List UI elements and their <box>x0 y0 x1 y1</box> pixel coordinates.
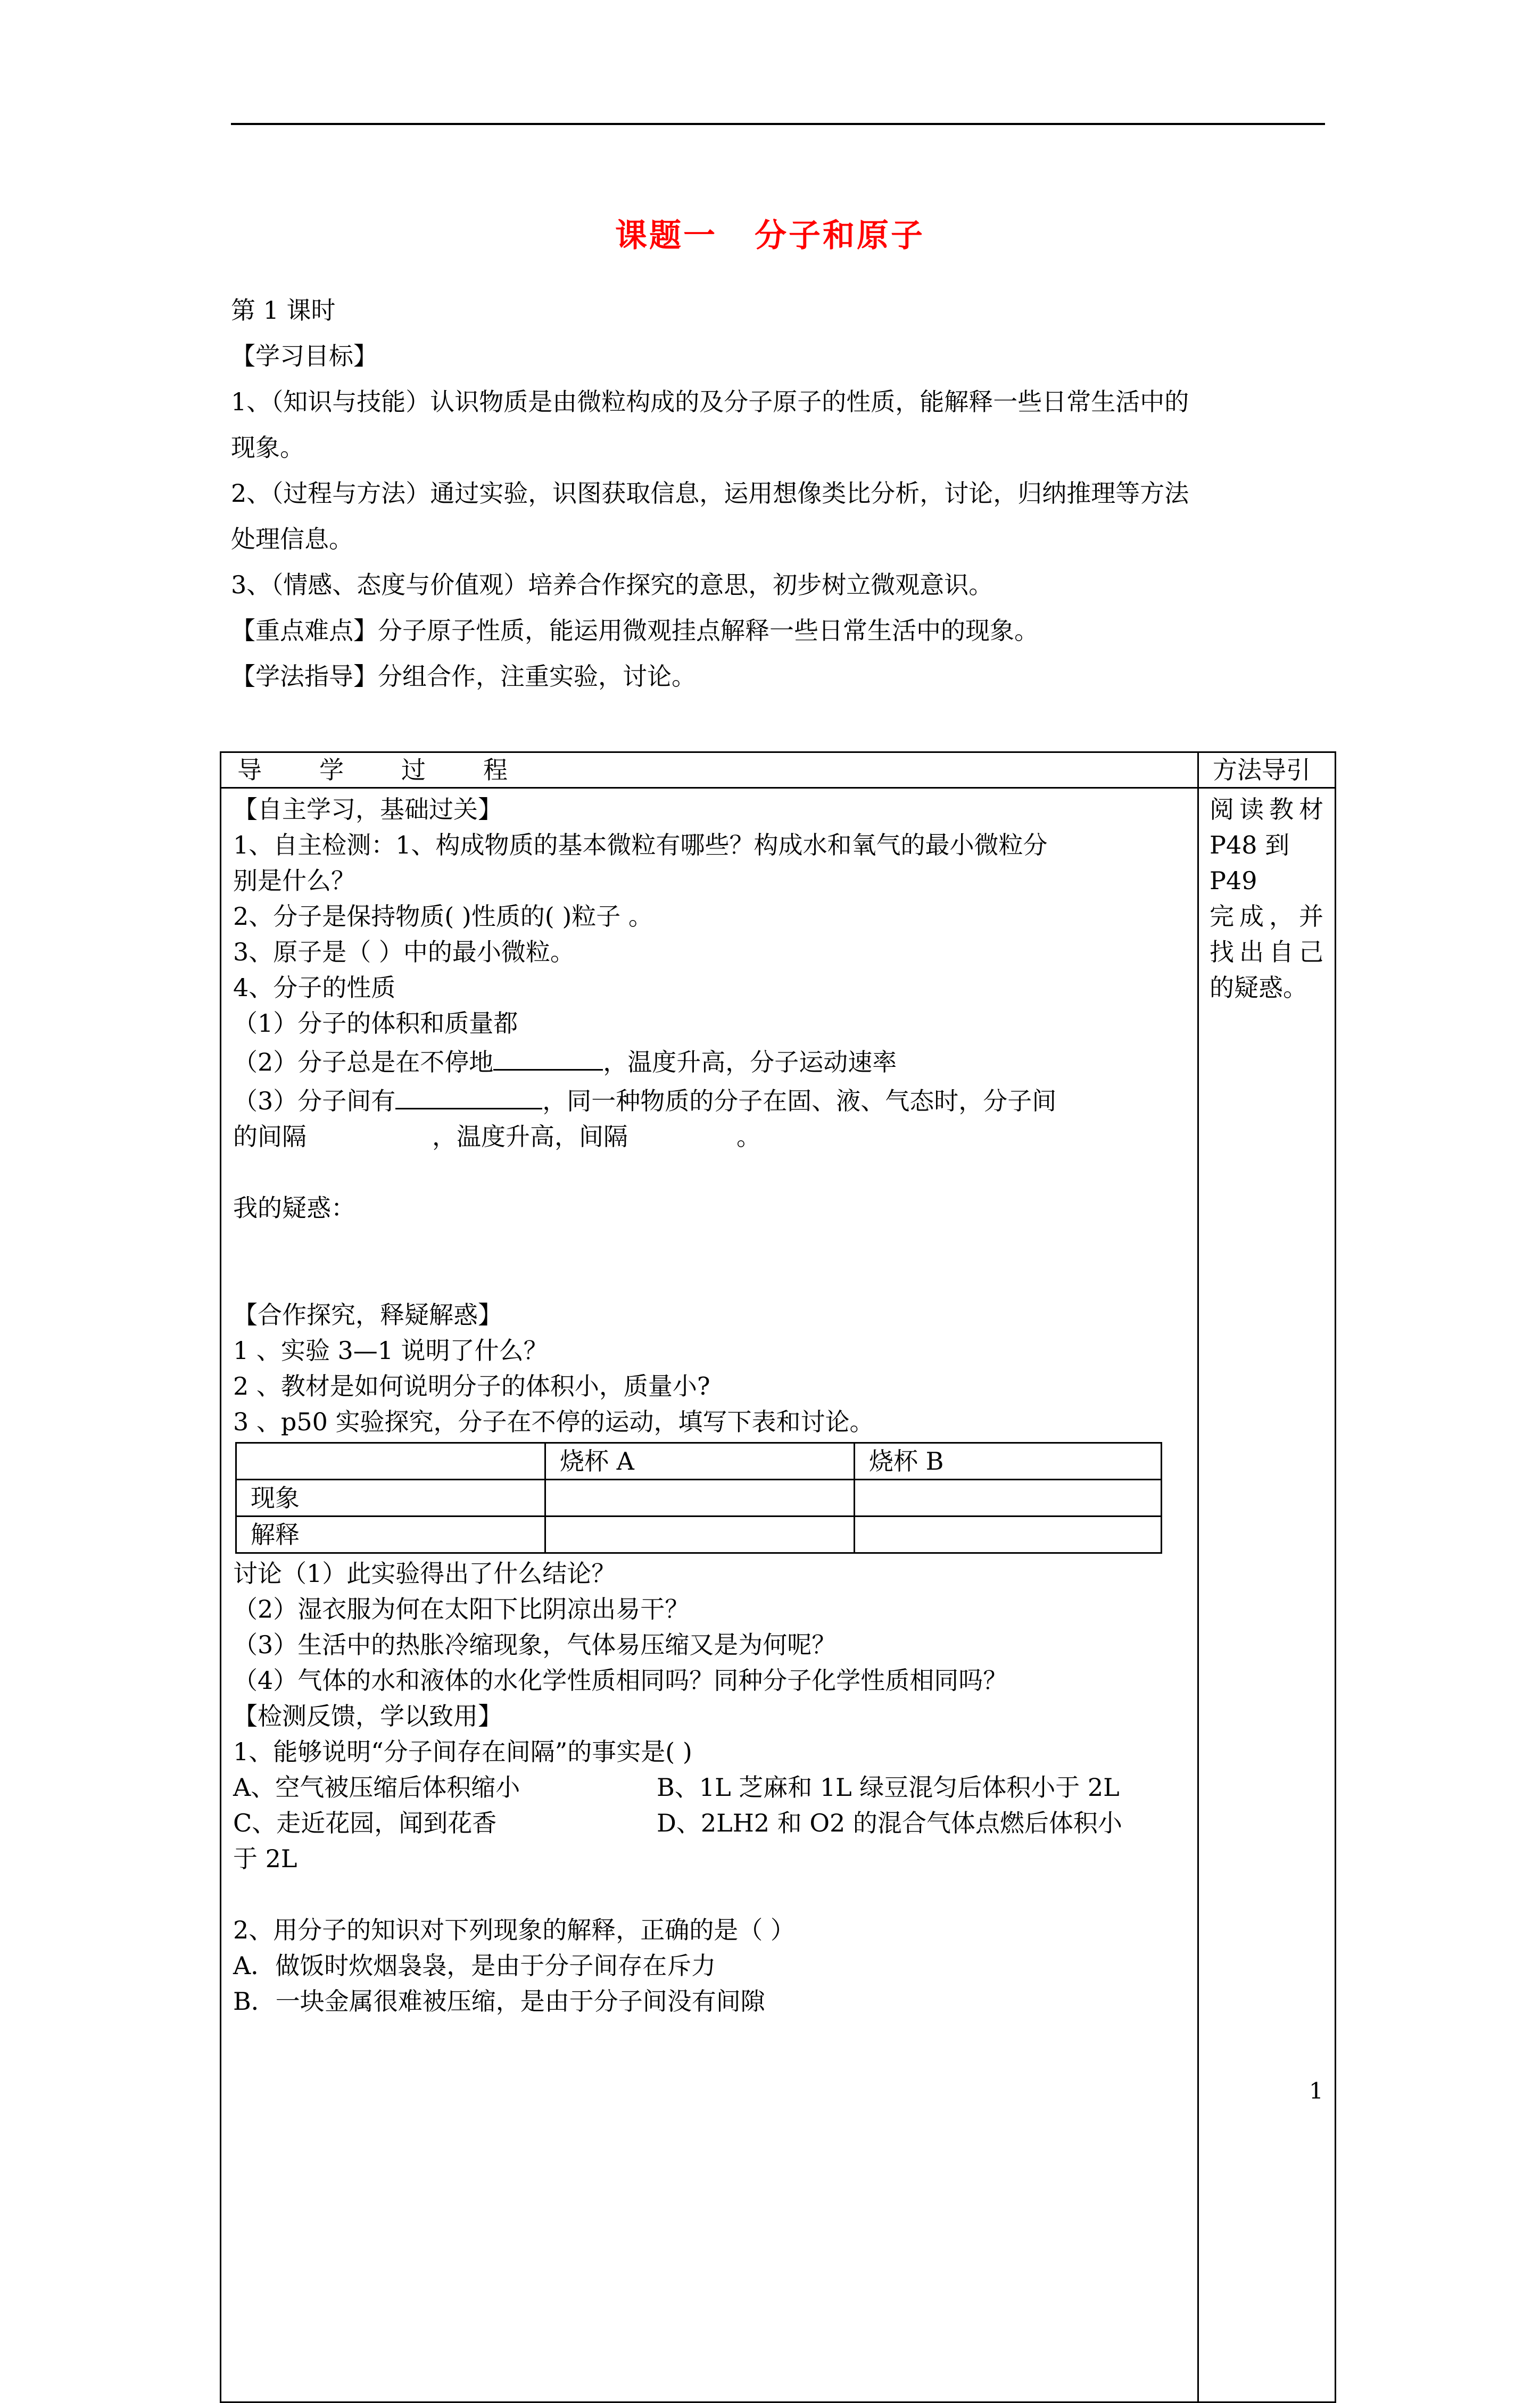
self-study-q3: 3、原子是（ ）中的最小微粒。 <box>233 938 575 966</box>
coop-q1: 1 、实验 3—1 说明了什么？ <box>233 1336 548 1365</box>
table-cell: 烧杯 A <box>545 1443 855 1480</box>
option-a: A、空气被压缩后体积缩小 <box>233 1773 520 1802</box>
guide-table <box>220 751 1336 2403</box>
title-part1: 课题一 <box>615 217 717 254</box>
discussion-3: （3）生活中的热胀冷缩现象，气体易压缩又是为何呢？ <box>233 1630 837 1659</box>
title-part2: 分子和原子 <box>755 217 925 254</box>
self-study-q4-3: （3）分子间有 ，同一种物质的分子在固、液、气态时，分子间 <box>233 1080 1186 1119</box>
feedback-q2-option-b: B．一块金属很难被压缩，是由于分子间没有间隙 <box>233 1987 765 2016</box>
guide-line: 阅读教材 <box>1210 795 1329 824</box>
objectives-heading: 【学习目标】 <box>231 342 378 370</box>
coop-heading: 【合作探究，释疑解惑】 <box>233 1300 502 1329</box>
discussion-1: 讨论（1）此实验得出了什么结论？ <box>233 1559 616 1588</box>
feedback-q1-options-row2 <box>233 1805 1186 1841</box>
beaker-table <box>235 1442 1162 1554</box>
table-row <box>236 1443 1162 1480</box>
table-cell: 烧杯 B <box>855 1443 1162 1480</box>
feedback-q2-option-a: A．做饭时炊烟袅袅，是由于分子间存在斥力 <box>233 1951 716 1980</box>
feedback-q1: 1、能够说明“分子间存在间隔”的事实是( ) <box>233 1737 692 1766</box>
self-study-q4-2: （2）分子总是在不停地 ，温度升高，分子运动速率 <box>233 1041 1186 1080</box>
table-cell[interactable] <box>855 1480 1162 1517</box>
objective-2-line2: 处理信息。 <box>231 525 353 553</box>
table-cell[interactable] <box>855 1517 1162 1553</box>
intro-section <box>231 287 1327 699</box>
self-study-q4-3-cont: 的间隔 ，温度升高，间隔 。 <box>233 1122 761 1151</box>
table-header-process: 导 学 过 程 <box>221 752 1198 788</box>
answer-blank[interactable] <box>493 1041 603 1071</box>
feedback-q2: 2、用分子的知识对下列现象的解释，正确的是（ ） <box>233 1916 795 1944</box>
objective-1-line2: 现象。 <box>231 433 304 462</box>
self-study-q1-line1: 1、自主检测：1、构成物质的基本微粒有哪些？构成水和氧气的最小微粒分 <box>233 831 1048 859</box>
page-title <box>0 210 1540 256</box>
my-doubt-label: 我的疑惑： <box>233 1194 355 1222</box>
coop-q3: 3 、p50 实验探究，分子在不停的运动，填写下表和讨论。 <box>233 1407 874 1436</box>
key-points: 【重点难点】分子原子性质，能运用微观挂点解释一些日常生活中的现象。 <box>231 616 1039 645</box>
discussion-2: （2）湿衣服为何在太阳下比阴凉出易干？ <box>233 1595 690 1623</box>
table-cell: 现象 <box>236 1480 545 1517</box>
header-rule <box>231 123 1325 125</box>
objective-2-line1: 2、（过程与方法）通过实验，识图获取信息，运用想像类比分析，讨论，归纳推理等方法 <box>231 479 1189 508</box>
answer-blank[interactable] <box>395 1080 542 1109</box>
method-guide-content <box>1198 788 1336 2402</box>
guide-line: 找出自己 <box>1210 938 1329 966</box>
page-number: 1 <box>1309 2078 1323 2104</box>
self-study-heading: 【自主学习，基础过关】 <box>233 795 502 824</box>
guide-line: 的疑惑。 <box>1210 973 1307 1002</box>
table-cell <box>236 1443 545 1480</box>
self-study-q4-1: （1）分子的体积和质量都 <box>233 1009 518 1038</box>
objective-1-line1: 1、（知识与技能）认识物质是由微粒构成的及分子原子的性质，能解释一些日常生活中的 <box>231 387 1189 416</box>
discussion-4: （4）气体的水和液体的水化学性质相同吗？同种分子化学性质相同吗？ <box>233 1666 1008 1695</box>
process-content <box>221 788 1198 2402</box>
coop-q2: 2 、教材是如何说明分子的体积小，质量小? <box>233 1372 710 1401</box>
self-study-q1-line2: 别是什么？ <box>233 866 355 895</box>
feedback-q1-options-row1 <box>233 1770 1186 1805</box>
table-cell[interactable] <box>545 1480 855 1517</box>
table-header-guide: 方法导引 <box>1198 752 1336 788</box>
lesson-label: 第 1 课时 <box>231 296 336 325</box>
self-study-q4: 4、分子的性质 <box>233 973 396 1002</box>
self-study-q2: 2、分子是保持物质( )性质的( )粒子 。 <box>233 902 653 931</box>
objective-3: 3、（情感、态度与价值观）培养合作探究的意思，初步树立微观意识。 <box>231 570 993 599</box>
feedback-heading: 【检测反馈，学以致用】 <box>233 1702 502 1730</box>
table-row <box>236 1517 1162 1553</box>
table-row <box>236 1480 1162 1517</box>
table-cell[interactable] <box>545 1517 855 1553</box>
option-c: C、走近花园，闻到花香 <box>233 1809 497 1837</box>
option-d: D、2LH2 和 O2 的混合气体点燃后体积小 <box>657 1809 1122 1837</box>
guide-line: 完成，并 <box>1210 902 1329 931</box>
option-d-cont: 于 2L <box>233 1844 297 1873</box>
option-b: B、1L 芝麻和 1L 绿豆混匀后体积小于 2L <box>657 1773 1120 1802</box>
table-cell: 解释 <box>236 1517 545 1553</box>
guide-line: P48 到 P49 <box>1210 831 1290 895</box>
study-method: 【学法指导】分组合作，注重实验，讨论。 <box>231 662 696 691</box>
